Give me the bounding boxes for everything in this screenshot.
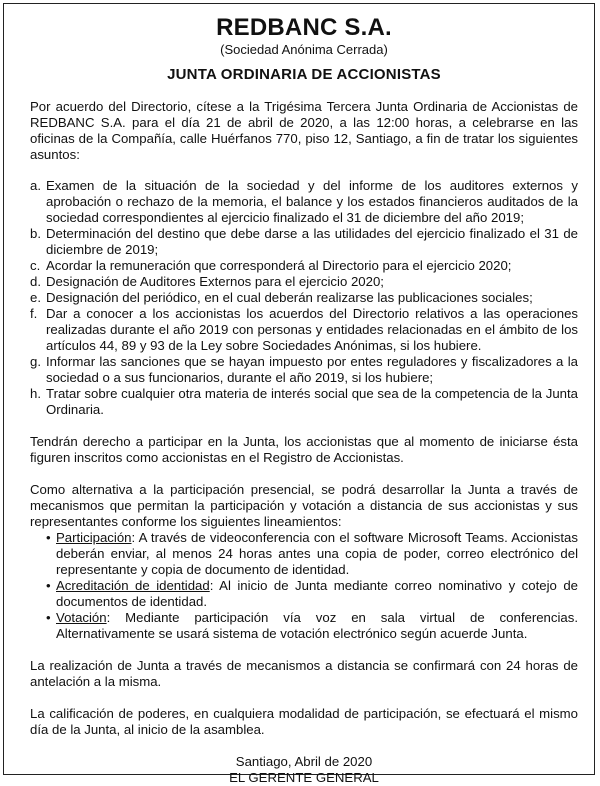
agenda-marker: b.	[30, 226, 41, 241]
agenda-item	[30, 290, 578, 306]
agenda-marker: c.	[30, 258, 41, 273]
eligibility-paragraph: Tendrán derecho a participar en la Junta, los accionistas que al momento de iniciarse ésta figuren inscritos como accionistas en el Registro de Accionistas.	[30, 434, 578, 465]
notice-content	[30, 14, 578, 786]
meeting-title: JUNTA ORDINARIA DE ACCIONISTAS	[167, 66, 441, 83]
agenda-list	[30, 178, 578, 418]
agenda-marker: d.	[30, 274, 41, 289]
guideline-item	[46, 610, 578, 642]
agenda-text: Determinación del destino que debe darse a las utilidades del ejercicio finalizado el 31 de diciembre de 2019;	[46, 226, 578, 257]
agenda-marker: a.	[30, 178, 41, 193]
agenda-item	[30, 386, 578, 418]
company-name: REDBANC S.A.	[216, 14, 392, 41]
bullet-marker: •	[46, 578, 51, 593]
agenda-marker: e.	[30, 290, 41, 305]
notice-frame	[3, 3, 595, 785]
signature-block	[30, 754, 578, 786]
agenda-text: Informar las sanciones que se hayan impuesto por entes reguladores y fiscalizadores a la sociedad o a sus funcionarios, durante el año 2019, si los hubiere;	[46, 354, 578, 385]
agenda-text: Dar a conocer a los accionistas los acuerdos del Directorio relativos a las operaciones realizadas durante el año 2019 con personas y entidades relacionadas en el ámbito de los artículos 44, 89 y 93 de la Ley sobre Sociedades Anónimas, si los hubiere.	[46, 306, 578, 353]
agenda-marker: f.	[30, 306, 38, 321]
guideline-text: : A través de videoconferencia con el software Microsoft Teams. Accionistas deberán enviar, al menos 24 horas antes una copia de poder, correo electrónico del representante y copia de documento de identidad.	[56, 530, 578, 577]
guideline-text: : Al inicio de Junta mediante correo nominativo y cotejo de documentos de identidad.	[56, 578, 578, 609]
agenda-text: Acordar la remuneración que corresponderá al Directorio para el ejercicio 2020;	[46, 258, 512, 273]
agenda-text: Tratar sobre cualquier otra materia de interés social que sea de la competencia de la Junta Ordinaria.	[46, 386, 578, 417]
guideline-item	[46, 530, 578, 578]
agenda-text: Examen de la situación de la sociedad y del informe de los auditores externos y aprobación o rechazo de la memoria, el balance y los estados financieros auditados de la sociedad correspondientes al ejercicio finalizado el 31 de diciembre del año 2019;	[46, 178, 578, 225]
agenda-item	[30, 178, 578, 226]
agenda-item	[30, 306, 578, 354]
remote-intro-paragraph: Como alternativa a la participación presencial, se podrá desarrollar la Junta a través de mecanismos que permitan la participación y votación a distancia de sus accionistas y sus representantes conforme los siguientes lineamientos:	[30, 482, 578, 529]
intro-paragraph: Por acuerdo del Directorio, cítese a la Trigésima Tercera Junta Ordinaria de Accionistas de REDBANC S.A. para el día 21 de abril de 2020, a las 12:00 horas, a celebrarse en las oficinas de la Compañía, calle Huérfanos 770, piso 12, Santiago, a fin de tratar los siguientes asuntos:	[30, 99, 578, 162]
company-type: (Sociedad Anónima Cerrada)	[220, 42, 388, 57]
proxies-paragraph: La calificación de poderes, en cualquiera modalidad de participación, se efectuará el mismo día de la Junta, al inicio de la asamblea.	[30, 706, 578, 737]
bullet-marker: •	[46, 530, 51, 545]
agenda-marker: h.	[30, 386, 41, 401]
guidelines-list	[30, 530, 578, 642]
signature-signer: EL GERENTE GENERAL	[229, 770, 379, 785]
bullet-marker: •	[46, 610, 51, 625]
guideline-label: Participación	[56, 530, 132, 545]
agenda-item	[30, 258, 578, 274]
agenda-item	[30, 226, 578, 258]
agenda-text: Designación de Auditores Externos para el ejercicio 2020;	[46, 274, 384, 289]
agenda-item	[30, 354, 578, 386]
agenda-marker: g.	[30, 354, 41, 369]
guideline-item	[46, 578, 578, 610]
guideline-label: Acreditación de identidad	[56, 578, 210, 593]
agenda-text: Designación del periódico, en el cual deberán realizarse las publicaciones sociales;	[46, 290, 533, 305]
agenda-item	[30, 274, 578, 290]
guideline-text: : Mediante participación vía voz en sala virtual de conferencias. Alternativamente se usará sistema de votación electrónico según acuerde Junta.	[56, 610, 578, 641]
remote-confirmation-paragraph: La realización de Junta a través de mecanismos a distancia se confirmará con 24 horas de antelación a la misma.	[30, 658, 578, 689]
guideline-label: Votación	[56, 610, 107, 625]
signature-place-date: Santiago, Abril de 2020	[235, 754, 373, 769]
